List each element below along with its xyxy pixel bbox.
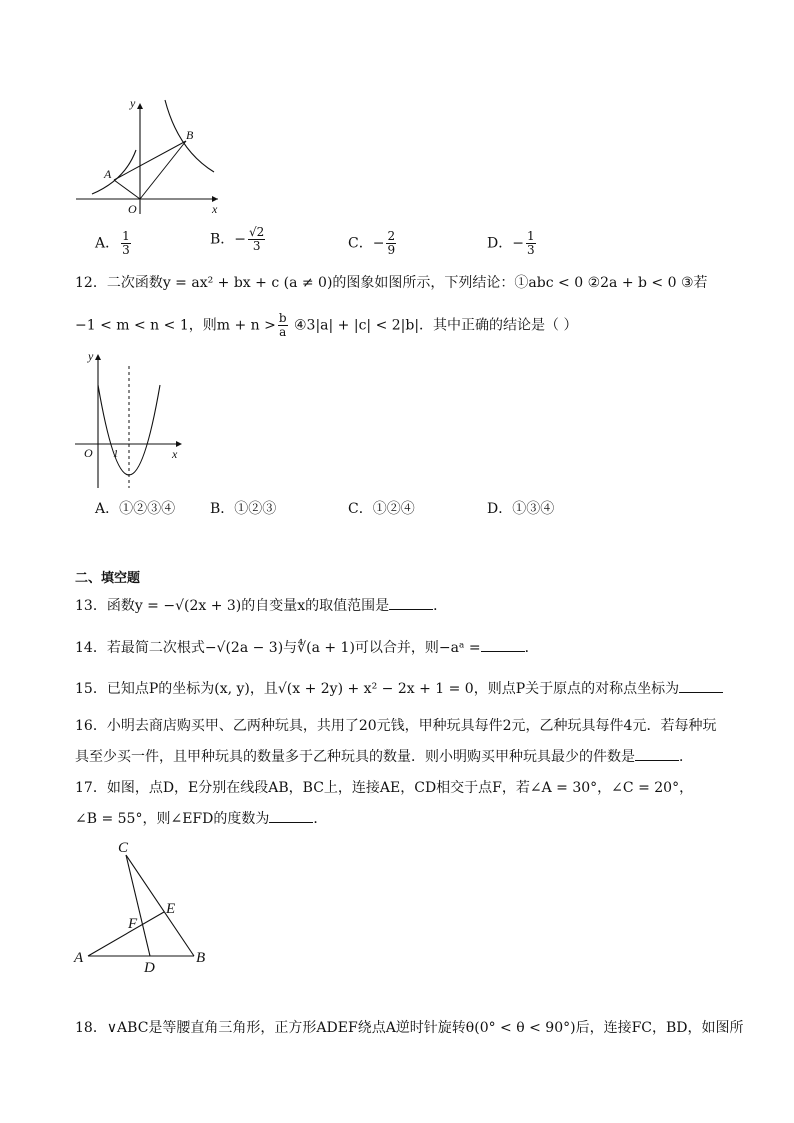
segment-ae xyxy=(88,912,164,956)
q16-line2: 具至少买一件，且甲种玩具的数量多于乙种玩具的数量．则小明购买甲种玩具最少的件数是 ． xyxy=(75,746,693,767)
origin-label: O xyxy=(128,202,137,216)
q11-option-d: D．− $\frac{1}{3}$ xyxy=(487,229,535,257)
q12-graph xyxy=(70,348,190,490)
q17-line2: ∠B = 55°，则∠EFD的度数为 ． xyxy=(75,808,327,829)
x-label: x xyxy=(212,202,218,216)
q11-option-b: B．− $\frac{√2}{3}$ xyxy=(210,225,265,253)
answer-blank xyxy=(481,637,525,652)
answer-blank xyxy=(389,595,433,610)
q18: 18．∨ABC是等腰直角三角形，正方形ADEF绕点A逆时针旋转θ(0° < θ < 90°)后，连接FC，BD，如图所 xyxy=(75,1020,744,1036)
q11-option-c: C．− $\frac{2}{9}$ xyxy=(348,229,396,257)
point-a-label: A xyxy=(74,950,84,966)
q11-graph xyxy=(70,95,230,217)
q12-option-d: D．①③④ xyxy=(487,501,555,517)
point-d-label: D xyxy=(144,960,155,976)
segment-cb xyxy=(126,855,194,956)
segment-oa xyxy=(114,180,140,199)
y-label: y xyxy=(130,96,136,110)
q15: 15．已知点P的坐标为(x, y)，且√(x + 2y) + x² − 2x + 1 = 0，则点P关于原点的对称点坐标为 xyxy=(75,678,723,699)
segment-ab xyxy=(114,141,186,180)
origin-label: O xyxy=(84,446,93,460)
y-axis-arrow xyxy=(95,354,101,360)
section-heading: 二、填空题 xyxy=(75,571,141,586)
point-c-label: C xyxy=(118,840,129,856)
q14: 14．若最简二次根式−√(2a − 3)与∜(a + 1)可以合并，则−aᵃ = ． xyxy=(75,637,539,658)
q17-line1: 17．如图，点D，E分别在线段AB，BC上，连接AE，CD相交于点F，若∠A = 30°，∠C = 20°， xyxy=(75,780,694,796)
segment-ob xyxy=(140,141,186,199)
answer-blank xyxy=(679,678,723,693)
q12-option-b: B．①②③ xyxy=(210,501,277,517)
q12-option-c: C．①②④ xyxy=(348,501,415,517)
point-a-label: A xyxy=(104,167,112,181)
segment-cd xyxy=(126,855,150,956)
q16-line1: 16．小明去商店购买甲、乙两种玩具，共用了20元钱，甲种玩具每件2元，乙种玩具每件4元．若每种玩 xyxy=(75,718,717,734)
q12-line1: 12．二次函数y = ax² + bx + c (a ≠ 0)的图象如图所示，下列结论：①abc < 0 ②2a + b < 0 ③若 xyxy=(75,275,708,291)
point-f-label: F xyxy=(128,916,138,932)
y-axis-arrow xyxy=(137,103,143,109)
q12-option-a: A．①②③④ xyxy=(95,501,176,517)
y-label: y xyxy=(88,349,94,363)
q17-triangle-figure xyxy=(70,835,220,975)
answer-blank xyxy=(269,808,313,823)
q11-option-a: A． $\frac{1}{3}$ xyxy=(95,229,130,257)
q12-line2: −1 < m < n < 1，则m + n > $\frac{b}{a}$ ④3|a| + |c| < 2|b|．其中正确的结论是（ ） xyxy=(75,311,578,339)
answer-blank xyxy=(635,746,679,761)
point-b-label: B xyxy=(196,950,206,966)
tick-one-label: 1 xyxy=(113,448,119,460)
q13: 13．函数y = −√(2x + 3)的自变量x的取值范围是 ． xyxy=(75,595,447,616)
x-label: x xyxy=(172,447,178,461)
point-b-label: B xyxy=(186,128,194,142)
point-e-label: E xyxy=(166,901,176,917)
